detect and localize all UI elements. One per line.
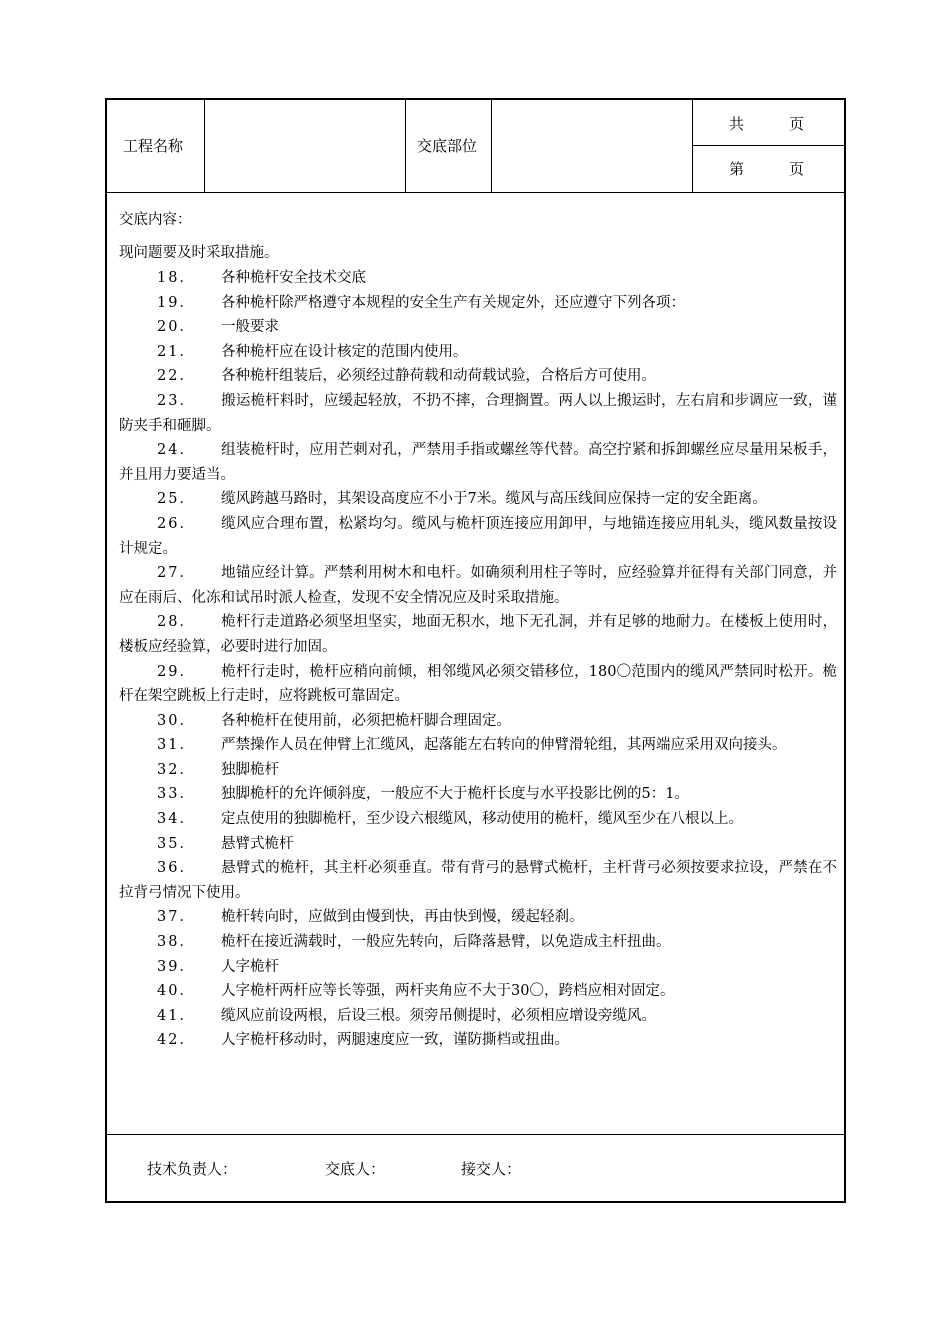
header-divider-3 xyxy=(491,100,492,192)
clause-number: 19． xyxy=(157,294,196,311)
clause-item xyxy=(119,389,837,438)
clause-number: 26． xyxy=(157,515,196,532)
clause-text: 各种桅杆在使用前，必须把桅杆脚合理固定。 xyxy=(221,712,511,729)
clause-text: 人字桅杆两杆应等长等强，两杆夹角应不大于30〇，跨档应相对固定。 xyxy=(221,983,675,1000)
clause-number: 27． xyxy=(157,565,196,582)
clause-number: 33． xyxy=(157,786,196,803)
clause-item xyxy=(119,487,837,512)
clause-number: 24． xyxy=(157,442,196,459)
clause-item xyxy=(119,1004,837,1029)
clause-item xyxy=(119,438,837,487)
clause-number: 38． xyxy=(157,934,196,951)
clause-text: 各种桅杆应在设计核定的范围内使用。 xyxy=(221,343,468,360)
clause-item xyxy=(119,660,837,709)
clause-item xyxy=(119,930,837,955)
header-divider-2 xyxy=(405,100,406,192)
clause-item xyxy=(119,758,837,783)
clause-text: 组装桅杆时，应用芒刺对孔，严禁用手指或螺丝等代替。高空拧紧和拆卸螺丝应尽量用呆板手，并且用力要适当。 xyxy=(119,442,837,483)
clause-item xyxy=(119,266,837,291)
location-label: 交底部位 xyxy=(417,137,478,155)
clause-text: 桅杆行走道路必须坚坦坚实，地面无积水，地下无孔洞，并有足够的地耐力。在楼板上使用时，楼板应经验算，必要时进行加固。 xyxy=(119,614,837,655)
clause-item xyxy=(119,979,837,1004)
clause-item xyxy=(119,512,837,561)
clause-text: 严禁操作人员在伸臂上汇缆风，起落能左右转向的伸臂滑轮组，其两端应采用双向接头。 xyxy=(221,737,787,754)
clause-number: 21． xyxy=(157,343,196,360)
clause-number: 31． xyxy=(157,737,196,754)
clause-item xyxy=(119,315,837,340)
clause-text: 人字桅杆 xyxy=(221,958,279,975)
header-divider-1 xyxy=(204,100,205,192)
clause-text: 各种桅杆组装后，必须经过静荷载和动荷载试验，合格后方可使用。 xyxy=(221,368,656,385)
page-cell-divider xyxy=(692,145,846,146)
clause-number: 35． xyxy=(157,835,196,852)
clause-item xyxy=(119,856,837,905)
presenter-label: 交底人： xyxy=(325,1160,386,1178)
clause-item xyxy=(119,832,837,857)
clause-number: 20． xyxy=(157,319,196,336)
clause-text: 人字桅杆移动时，两腿速度应一致，谨防撕档或扭曲。 xyxy=(221,1032,569,1049)
clause-item xyxy=(119,709,837,734)
clause-text: 缆风应合理布置，松紧均匀。缆风与桅杆顶连接应用卸甲，与地锚连接应用轧头，缆风数量按设计规定。 xyxy=(119,515,837,557)
tech-lead-label: 技术负责人： xyxy=(147,1160,238,1178)
content-heading: 交底内容： xyxy=(119,212,192,228)
clause-item xyxy=(119,340,837,365)
clause-list xyxy=(119,266,837,1053)
clause-text: 一般要求 xyxy=(221,319,279,336)
clause-text: 缆风跨越马路时，其架设高度应不小于7米。缆风与高压线间应保持一定的安全距离。 xyxy=(221,491,767,508)
clause-item xyxy=(119,905,837,930)
clause-text: 地锚应经计算。严禁利用树木和电杆。如确须利用柱子等时，应经验算并征得有关部门同意，并应在雨后、化冻和试吊时派人检查，发现不安全情况应及时采取措施。 xyxy=(119,565,837,606)
clause-item xyxy=(119,733,837,758)
clause-number: 37． xyxy=(157,909,196,926)
clause-text: 各种桅杆除严格遵守本规程的安全生产有关规定外，还应遵守下列各项： xyxy=(221,294,685,311)
clause-number: 22． xyxy=(157,368,196,385)
clause-number: 34． xyxy=(157,811,196,828)
clause-number: 29． xyxy=(157,663,196,680)
clause-number: 25． xyxy=(157,491,196,508)
clause-text: 桅杆行走时，桅杆应稍向前倾，相邻缆风必须交错移位，180〇范围内的缆风严禁同时松开。桅杆在架空跳板上行走时，应将跳板可靠固定。 xyxy=(119,663,837,705)
clause-text: 桅杆转向时，应做到由慢到快，再由快到慢，缓起轻刹。 xyxy=(221,909,584,926)
content-intro: 现问题要及时采取措施。 xyxy=(119,245,279,261)
clause-item xyxy=(119,1028,837,1053)
header-divider-4 xyxy=(692,100,693,192)
clause-text: 缆风应前设两根，后设三根。须旁吊侧提时，必须相应增设旁缆风。 xyxy=(221,1007,656,1024)
clause-item xyxy=(119,291,837,316)
clause-number: 40． xyxy=(157,983,196,1000)
clause-text: 定点使用的独脚桅杆，至少设六根缆风，移动使用的桅杆，缆风至少在八根以上。 xyxy=(221,811,743,828)
clause-item xyxy=(119,955,837,980)
clause-text: 独脚桅杆的允许倾斜度，一般应不大于桅杆长度与水平投影比例的5：1。 xyxy=(221,786,689,803)
header-bottom-border xyxy=(107,192,846,193)
clause-text: 桅杆在接近满载时，一般应先转向，后降落悬臂，以免造成主杆扭曲。 xyxy=(221,934,671,951)
receiver-label: 接交人： xyxy=(461,1160,522,1178)
clause-item xyxy=(119,364,837,389)
clause-number: 39． xyxy=(157,958,196,975)
clause-text: 独脚桅杆 xyxy=(221,761,279,778)
disclosure-content xyxy=(119,208,837,1053)
clause-number: 32． xyxy=(157,761,196,778)
page-number: 第 页 xyxy=(729,160,805,178)
clause-item xyxy=(119,807,837,832)
clause-number: 42． xyxy=(157,1032,196,1049)
project-name-label: 工程名称 xyxy=(123,137,184,155)
clause-text: 悬臂式的桅杆，其主杆必须垂直。带有背弓的悬臂式桅杆，主杆背弓必须按要求拉设，严禁在不拉背弓情况下使用。 xyxy=(119,860,837,901)
total-pages: 共 页 xyxy=(729,115,805,133)
clause-text: 悬臂式桅杆 xyxy=(221,835,294,852)
clause-text: 搬运桅杆料时，应缓起轻放，不扔不摔，合理搁置。两人以上搬运时，左右肩和步调应一致，谨防夹手和砸脚。 xyxy=(119,392,837,434)
clause-number: 30． xyxy=(157,712,196,729)
clause-text: 各种桅杆安全技术交底 xyxy=(221,270,366,286)
clause-number: 18． xyxy=(157,270,196,286)
clause-item xyxy=(119,561,837,610)
clause-number: 41． xyxy=(157,1007,196,1024)
clause-number: 36． xyxy=(157,860,196,877)
clause-item xyxy=(119,782,837,807)
disclosure-form xyxy=(105,98,846,1203)
clause-item xyxy=(119,610,837,659)
clause-number: 23． xyxy=(157,392,196,409)
footer-top-border xyxy=(107,1134,846,1135)
clause-number: 28． xyxy=(157,614,196,631)
